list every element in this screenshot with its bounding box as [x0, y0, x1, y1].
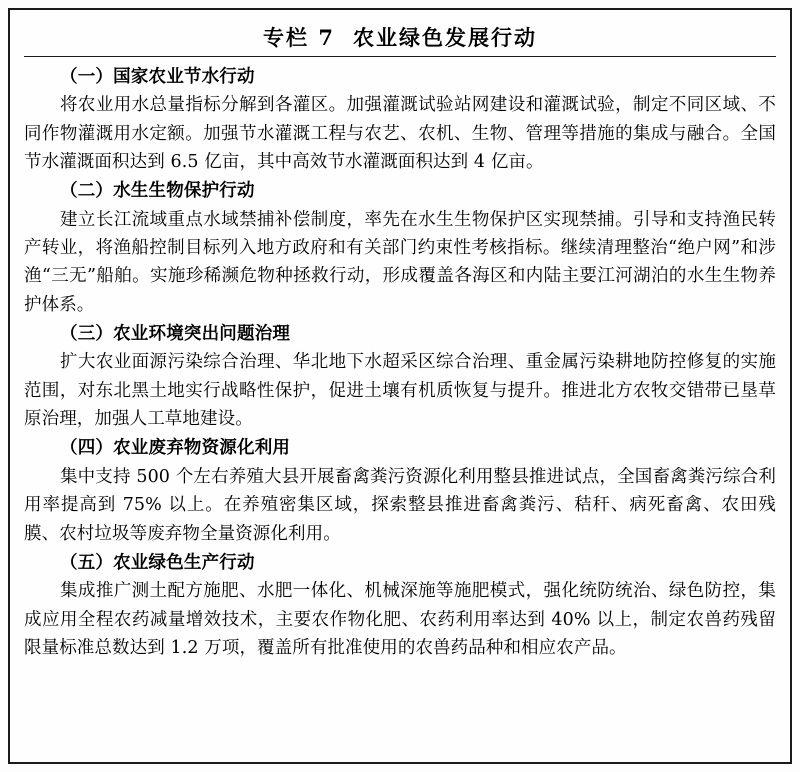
box-title	[24, 22, 776, 52]
section-4-heading: （四）农业废弃物资源化利用	[60, 438, 291, 459]
section-3	[24, 320, 776, 433]
section-4-body: 集中支持 500 个左右养殖大县开展畜禽粪污资源化利用整县推进试点，全国畜禽粪污综合利用率提高到 75% 以上。在养殖密集区域，探索整县推进畜禽粪污、秸秆、病死畜禽、农田残膜、农村垃圾等废弃物全量资源化利用。	[24, 466, 776, 544]
title-divider	[24, 56, 776, 57]
section-1	[24, 63, 776, 176]
box-title-name: 农业绿色发展行动	[352, 25, 537, 50]
section-3-body: 扩大农业面源污染综合治理、华北地下水超采区综合治理、重金属污染耕地防控修复的实施范围，对东北黑土地实行战略性保护，促进土壤有机质恢复与提升。推进北方农牧交错带已垦草原治理，加强人工草地建设。	[24, 352, 776, 430]
section-1-body: 将农业用水总量指标分解到各灌区。加强灌溉试验站网建设和灌溉试验，制定不同区域、不同作物灌溉用水定额。加强节水灌溉工程与农艺、农机、生物、管理等措施的集成与融合。全国节水灌溉面积达到 6.5 亿亩，其中高效节水灌溉面积达到 4 亿亩。	[24, 95, 776, 173]
section-5-body: 集成推广测土配方施肥、水肥一体化、机械深施等施肥模式，强化统防统治、绿色防控，集成应用全程农药减量增效技术，主要农作物化肥、农药利用率达到 40% 以上，制定农兽药残留限量标准总数达到 1.2 万项，覆盖所有批准使用的农兽药品种和相应农产品。	[24, 581, 776, 658]
box-title-label: 专栏 7	[263, 25, 335, 50]
section-2	[24, 177, 776, 319]
section-1-heading: （一）国家农业节水行动	[60, 67, 255, 87]
section-2-heading: （二）水生生物保护行动	[60, 181, 255, 202]
section-5	[24, 549, 776, 662]
section-2-body: 建立长江流域重点水域禁捕补偿制度，率先在水生生物保护区实现禁捕。引导和支持渔民转产转业，将渔船控制目标列入地方政府和有关部门约束性考核指标。继续清理整治“绝户网”和涉渔“三无”船舶。实施珍稀濒危物种拯救行动，形成覆盖各海区和内陆主要江河湖泊的水生生物养护体系。	[24, 209, 776, 315]
section-5-heading: （五）农业绿色生产行动	[60, 552, 255, 573]
section-4	[24, 434, 776, 547]
section-3-heading: （三）农业环境突出问题治理	[60, 324, 291, 345]
text-box-panel	[8, 8, 792, 764]
